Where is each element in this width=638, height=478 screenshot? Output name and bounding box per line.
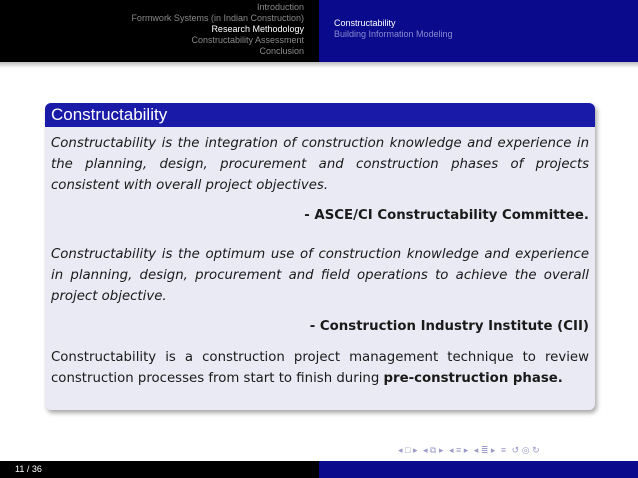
definition-quote-asce: Constructability is the integration of construction knowledge and experience in the planning, design, procurement and construction phases of projects consistent with overall project objectives. <box>51 136 589 193</box>
header-shadow <box>0 62 638 68</box>
search-undo-icon[interactable]: ↺ ◎ ↻ <box>511 445 540 455</box>
spacer <box>51 226 589 238</box>
nav-section-formwork-systems[interactable]: Formwork Systems (in Indian Construction) <box>131 13 304 23</box>
subsection-navigation-panel <box>319 0 638 62</box>
nav-section-introduction[interactable]: Introduction <box>256 2 304 12</box>
beamer-navigation-bar <box>398 444 543 456</box>
nav-section-conclusion[interactable]: Conclusion <box>259 46 304 56</box>
nav-subsection-constructability[interactable]: Constructability <box>334 18 396 28</box>
block-body <box>51 127 589 389</box>
section-list <box>131 2 304 57</box>
first-slide-icon[interactable]: ◂ □ ▸ <box>398 445 418 455</box>
frame-nav-icon[interactable]: ◂ ⧉ ▸ <box>423 445 444 455</box>
attribution-cii: - Construction Industry Institute (CII) <box>309 319 589 334</box>
page-number: 11 / 36 <box>15 464 42 474</box>
slide-footer-left <box>0 461 319 478</box>
subsection-nav-icon[interactable]: ◂ ≡ ▸ <box>448 445 469 455</box>
definition-quote-cii: Constructability is the optimum use of construction knowledge and experience in planning, design, procurement and field operations to achieve the overall project objective. <box>51 247 589 304</box>
statement-bold: pre-construction phase. <box>383 371 563 386</box>
section-navigation-panel <box>0 0 319 62</box>
subsection-list <box>334 18 453 40</box>
align-icon[interactable]: ≡ <box>500 445 507 455</box>
nav-subsection-bim[interactable]: Building Information Modeling <box>334 29 453 39</box>
section-nav-icon[interactable]: ◂ ≣ ▸ <box>473 445 496 455</box>
attribution-asce: - ASCE/CI Constructability Committee. <box>304 208 589 223</box>
slide-footer-right <box>319 461 638 478</box>
constructability-statement <box>51 347 589 389</box>
block-title: Constructability <box>45 103 595 127</box>
nav-section-research-methodology[interactable]: Research Methodology <box>211 24 304 34</box>
slide-header <box>0 0 638 62</box>
nav-section-constructability-assessment[interactable]: Constructability Assessment <box>191 35 304 45</box>
constructability-block <box>45 103 595 410</box>
statement-text: Constructability is a construction project management technique to review construction processes from start to finish during <box>51 350 589 386</box>
